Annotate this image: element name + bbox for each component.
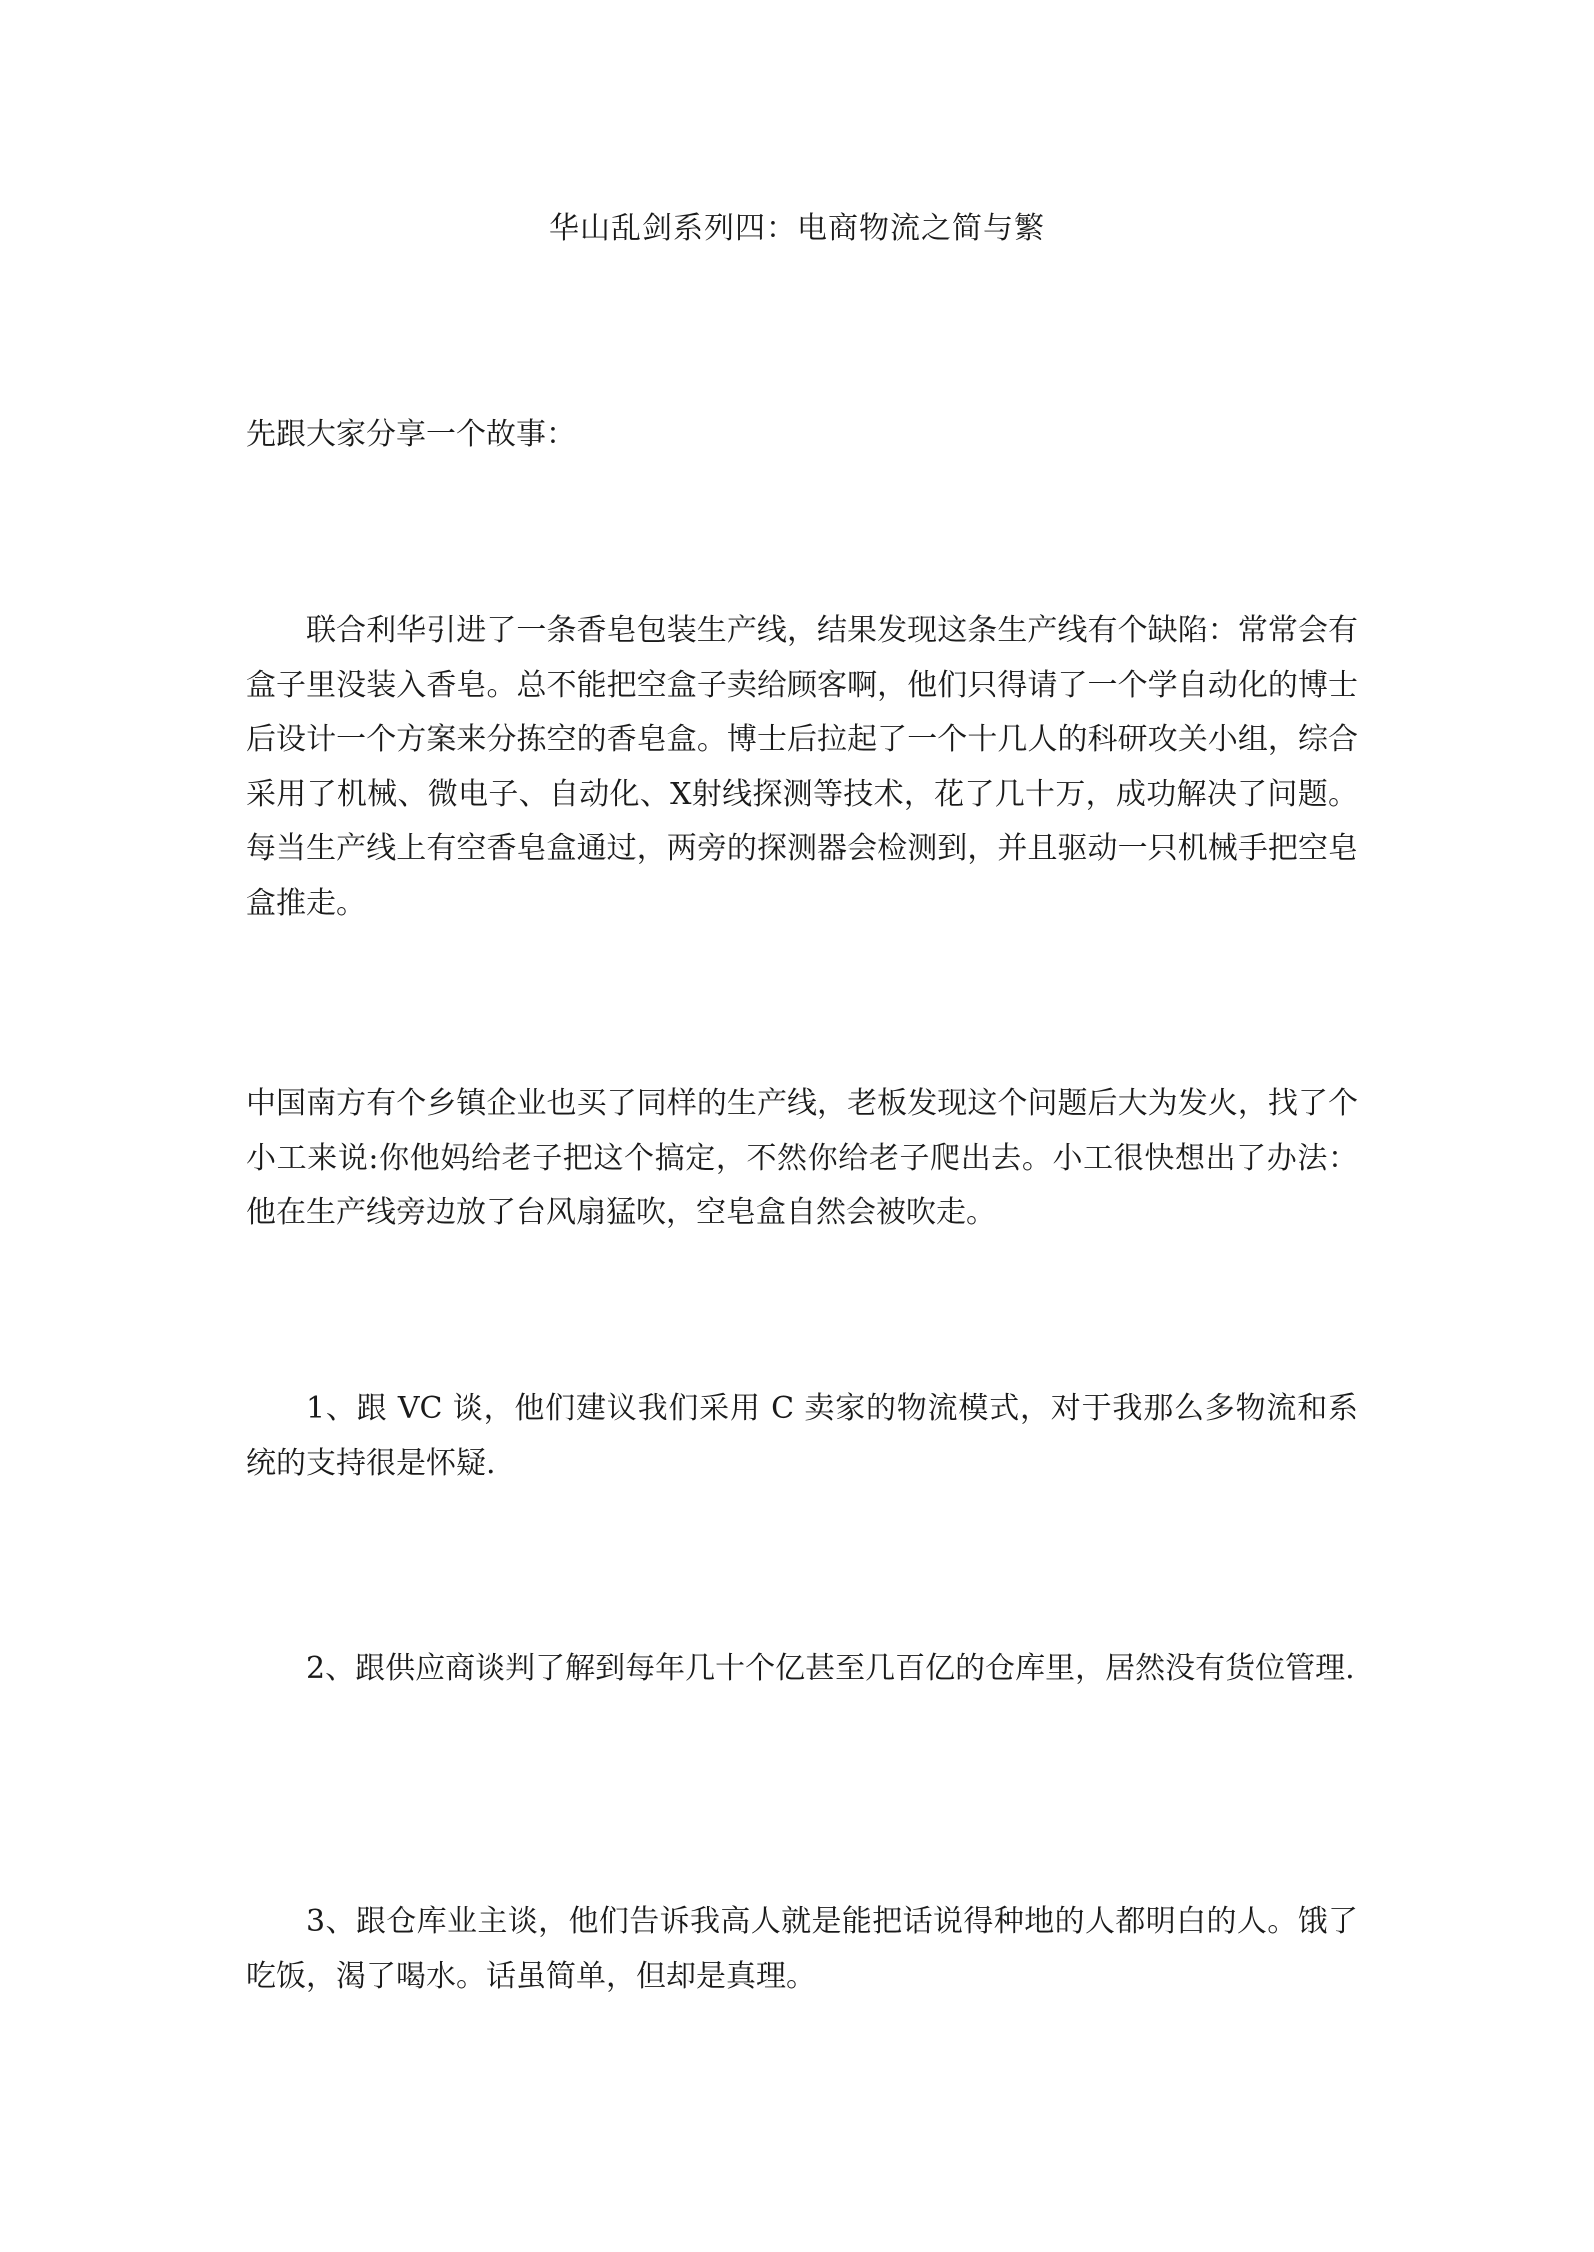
numbered-item-1: 1、跟 VC 谈，他们建议我们采用 C 卖家的物流模式，对于我那么多物流和系统的支持很是怀疑. — [246, 1391, 1358, 1481]
numbered-item-2: 2、跟供应商谈判了解到每年几十个亿甚至几百亿的仓库里，居然没有货位管理. — [306, 1651, 1355, 1686]
numbered-item-3: 3、跟仓库业主谈，他们告诉我高人就是能把话说得种地的人都明白的人。饿了吃饭，渴了喝水。话虽简单，但却是真理。 — [246, 1904, 1358, 1994]
intro-paragraph: 先跟大家分享一个故事： — [246, 417, 576, 452]
story-paragraph-township: 中国南方有个乡镇企业也买了同样的生产线，老板发现这个问题后大为发火，找了个小工来说:你他妈给老子把这个搞定，不然你给老子爬出去。小工很快想出了办法：他在生产线旁边放了台风扇猛吹，空皂盒自然会被吹走。 — [246, 1086, 1358, 1230]
story-paragraph-unilever: 联合利华引进了一条香皂包装生产线，结果发现这条生产线有个缺陷：常常会有盒子里没装入香皂。总不能把空盒子卖给顾客啊，他们只得请了一个学自动化的博士后设计一个方案来分拣空的香皂盒。博士后拉起了一个十几人的科研攻关小组，综合采用了机械、微电子、自动化、X射线探测等技术，花了几十万，成功解决了问题。每当生产线上有空香皂盒通过，两旁的探测器会检测到，并且驱动一只机械手把空皂盒推走。 — [246, 613, 1358, 921]
document-title: 华山乱剑系列四：电商物流之简与繁 — [549, 211, 1045, 246]
